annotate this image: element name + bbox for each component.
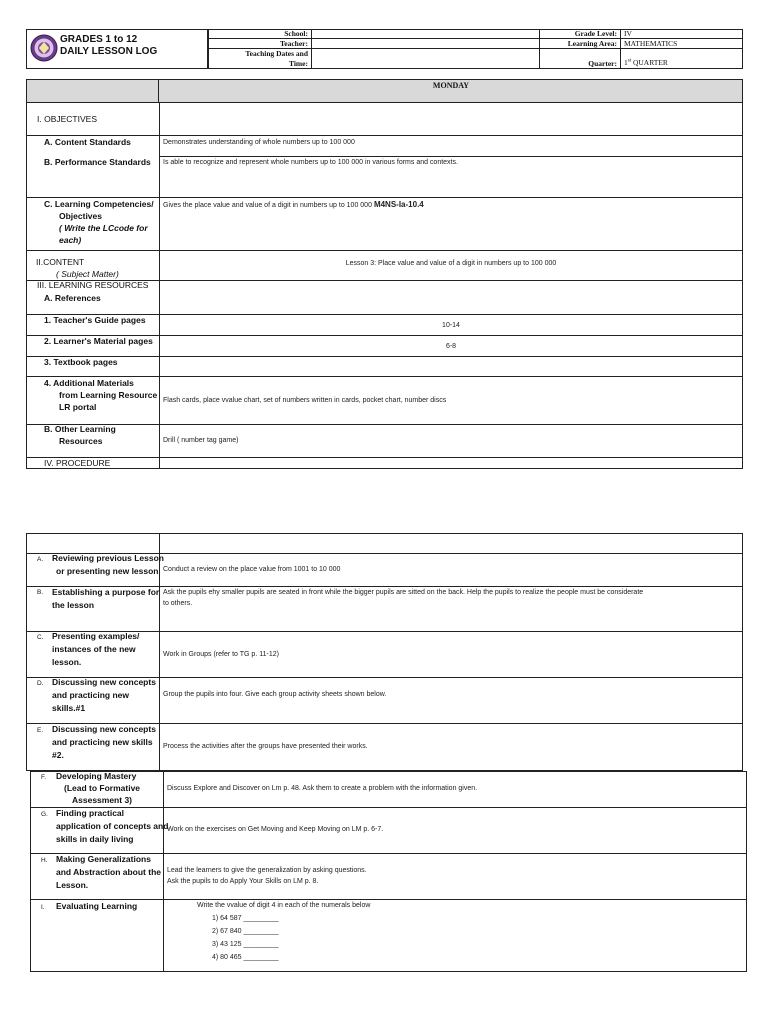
quarter-value bbox=[624, 58, 668, 67]
row-h-label-2: and Abstraction about the bbox=[56, 867, 161, 877]
quarter-superscript: st bbox=[627, 58, 632, 64]
eval-item-3: 3) 43 125 _________ bbox=[212, 941, 279, 948]
tg-pages-label: 1. Teacher's Guide pages bbox=[44, 315, 146, 325]
row-e-label-1: Discussing new concepts bbox=[52, 724, 156, 734]
row-c-value: Work in Groups (refer to TG p. 11-12) bbox=[163, 651, 279, 658]
row-d-label-1: Discussing new concepts bbox=[52, 677, 156, 687]
content-standards-label: A. Content Standards bbox=[44, 137, 131, 147]
row-g-label-2: application of concepts and bbox=[56, 821, 169, 831]
lm-pages-value: 6-8 bbox=[445, 343, 457, 350]
additional-materials-label-1: 4. Additional Materials bbox=[44, 378, 134, 388]
row-i-letter: I. bbox=[41, 904, 45, 911]
deped-seal-icon bbox=[30, 31, 58, 65]
day-header-monday: MONDAY bbox=[432, 81, 470, 90]
row-e-letter: E. bbox=[37, 727, 44, 734]
competencies-label-3: ( Write the LCcode for bbox=[59, 223, 148, 233]
row-i-label-1: Evaluating Learning bbox=[56, 901, 138, 911]
row-c-label-3: lesson. bbox=[52, 657, 82, 667]
row-h-label-1: Making Generalizations bbox=[56, 854, 151, 864]
row-c-label-2: instances of the new bbox=[52, 644, 136, 654]
competencies-text: Gives the place value and value of a digit in numbers up to 100 000 bbox=[163, 202, 372, 209]
additional-materials-value: Flash cards, place vvalue chart, set of numbers written in cards, pocket chart, number discs bbox=[163, 397, 447, 404]
grade-level-label: Grade Level: bbox=[574, 29, 617, 38]
row-c-label-1: Presenting examples/ bbox=[52, 631, 140, 641]
teacher-label: Teacher: bbox=[279, 39, 308, 48]
dates-label-1: Teaching Dates and bbox=[245, 49, 308, 58]
competencies-label-2: Objectives bbox=[59, 211, 102, 221]
content-value: Lesson 3: Place value and value of a digit in numbers up to 100 000 bbox=[345, 260, 557, 267]
row-g-value: Work on the exercises on Get Moving and Keep Moving on LM p. 6-7. bbox=[167, 826, 384, 833]
learning-area-label: Learning Area: bbox=[567, 39, 617, 48]
quarter-label: Quarter: bbox=[588, 59, 617, 68]
content-sub-label: ( Subject Matter) bbox=[56, 269, 119, 279]
school-label: School: bbox=[284, 29, 308, 38]
content-label: II.CONTENT bbox=[36, 257, 85, 267]
day-header-label-cell bbox=[26, 79, 159, 103]
header-title-line2: DAILY LESSON LOG bbox=[60, 46, 158, 57]
quarter-word: QUARTER bbox=[632, 58, 668, 67]
header-title-line1: GRADES 1 to 12 bbox=[60, 34, 138, 45]
procedure-label: IV. PROCEDURE bbox=[44, 458, 111, 468]
additional-materials-label-3: LR portal bbox=[59, 402, 97, 412]
row-b-value-2: to others. bbox=[163, 600, 193, 607]
row-h-value-2: Ask the pupils to do Apply Your Skills on LM p. 8. bbox=[167, 878, 319, 885]
textbook-pages-label: 3. Textbook pages bbox=[44, 357, 118, 367]
eval-item-1: 1) 64 587 _________ bbox=[212, 915, 279, 922]
row-b-label-2: the lesson bbox=[52, 600, 95, 610]
other-resources-value: Drill ( number tag game) bbox=[163, 437, 239, 444]
additional-materials-label-2: from Learning Resource bbox=[59, 390, 158, 400]
row-d-label-3: skills.#1 bbox=[52, 703, 86, 713]
competencies-label-1: C. Learning Competencies/ bbox=[44, 199, 154, 209]
row-e-value: Process the activities after the groups have presented their works. bbox=[163, 743, 368, 750]
row-h-value: Lead the learners to give the generalization by asking questions. bbox=[167, 867, 367, 874]
objectives-label: I. OBJECTIVES bbox=[37, 114, 97, 124]
row-a-value: Conduct a review on the place value from 1001 to 10 000 bbox=[163, 566, 341, 573]
competencies-value bbox=[163, 200, 424, 211]
competencies-code: M4NS-Ia-10.4 bbox=[373, 200, 424, 209]
row-d-label-2: and practicing new bbox=[52, 690, 129, 700]
quarter-number: 1 bbox=[624, 58, 628, 67]
row-a-letter: A. bbox=[37, 556, 44, 563]
row-h-label-3: Lesson. bbox=[56, 880, 89, 890]
row-f-letter: F. bbox=[41, 774, 47, 781]
row-g-letter: G. bbox=[41, 811, 48, 818]
row-f-label-1: Developing Mastery bbox=[56, 771, 137, 781]
eval-item-2: 2) 67 840 _________ bbox=[212, 928, 279, 935]
row-g-label-3: skills in daily living bbox=[56, 834, 134, 844]
competencies-label-4: each) bbox=[59, 235, 82, 245]
row-a-label-2: or presenting new lesson bbox=[56, 566, 159, 576]
content-standards-value: Demonstrates understanding of whole numbers up to 100 000 bbox=[163, 139, 355, 146]
row-f-label-3: Assessment 3) bbox=[72, 795, 133, 805]
resources-label: III. LEARNING RESOURCES bbox=[37, 280, 149, 290]
row-g-label-1: Finding practical bbox=[56, 808, 125, 818]
other-resources-label-2: Resources bbox=[59, 436, 103, 446]
dates-label-2: Time: bbox=[288, 59, 308, 68]
other-resources-label-1: B. Other Learning bbox=[44, 424, 116, 434]
performance-standards-label: B. Performance Standards bbox=[44, 157, 151, 167]
row-f-value: Discuss Explore and Discover on Lm p. 48. Ask them to create a problem with the information given. bbox=[167, 785, 478, 792]
row-e-label-3: #2. bbox=[52, 750, 64, 760]
row-f-label-2: (Lead to Formative bbox=[64, 783, 141, 793]
row-b-value: Ask the pupils ehy smaller pupils are seated in front while the bigger pupils are sitted on the back. Help the pupils to realize the people must be considerate bbox=[163, 589, 644, 596]
lm-pages-label: 2. Learner's Material pages bbox=[44, 336, 153, 346]
performance-standards-value: Is able to recognize and represent whole numbers up to 100 000 in various forms and contexts. bbox=[163, 159, 458, 166]
row-h-letter: H. bbox=[41, 857, 48, 864]
row-b-letter: B. bbox=[37, 589, 44, 596]
tg-pages-value: 10-14 bbox=[442, 322, 460, 329]
row-e-label-2: and practicing new skills bbox=[52, 737, 153, 747]
grade-level-value: IV bbox=[624, 29, 632, 38]
row-d-value: Group the pupils into four. Give each group activity sheets shown below. bbox=[163, 691, 387, 698]
eval-instruction: Write the vvalue of digit 4 in each of the numerals below bbox=[197, 902, 371, 909]
row-c-letter: C. bbox=[37, 634, 44, 641]
row-a-label-1: Reviewing previous Lesson bbox=[52, 553, 164, 563]
row-b-label-1: Establishing a purpose for bbox=[52, 587, 160, 597]
row-d-letter: D. bbox=[37, 680, 44, 687]
eval-item-4: 4) 80 465 _________ bbox=[212, 954, 279, 961]
learning-area-value: MATHEMATICS bbox=[624, 39, 678, 48]
references-label: A. References bbox=[44, 293, 101, 303]
